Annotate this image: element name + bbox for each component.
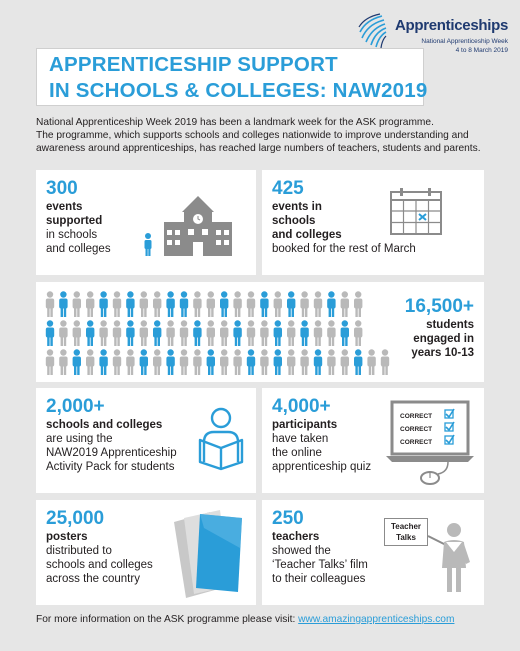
starburst-logo-icon: [358, 10, 388, 50]
student-figure: [300, 291, 308, 317]
student-figure: [99, 291, 107, 317]
stat-text: Activity Pack for students: [46, 461, 175, 473]
stat-text: booked for the rest of March: [272, 243, 416, 255]
calendar-icon: [388, 186, 444, 236]
student-figure: [207, 291, 215, 317]
stat-number: 300: [46, 178, 78, 199]
website-link[interactable]: www.amazingapprenticeships.com: [298, 614, 455, 625]
student-figure: [180, 291, 188, 317]
student-figure: [354, 349, 362, 375]
student-figure: [274, 291, 282, 317]
stat-label: schools and colleges: [46, 419, 163, 431]
student-figure: [207, 320, 215, 346]
student-figure: [287, 291, 295, 317]
student-figure: [99, 320, 107, 346]
student-figure: [126, 320, 134, 346]
student-figure: [287, 349, 295, 375]
student-figure: [46, 291, 54, 317]
student-figure: [193, 291, 201, 317]
student-figure: [46, 320, 54, 346]
student-figure: [354, 291, 362, 317]
quiz-check-label: CORRECT: [400, 439, 433, 446]
student-figure: [166, 320, 174, 346]
stat-number: 16,500+: [404, 296, 474, 317]
logo-subtitle: National Apprenticeship Week: [421, 38, 508, 45]
student-figure: [46, 349, 54, 375]
student-figure: [220, 291, 228, 317]
student-figure: [341, 320, 349, 346]
student-figure: [247, 320, 255, 346]
student-figure: [341, 349, 349, 375]
student-figure: [367, 349, 375, 375]
reading-person-icon: [196, 406, 246, 472]
student-figure: [126, 291, 134, 317]
student-figure: [73, 349, 81, 375]
stat-text: across the country: [46, 573, 140, 585]
student-figure: [99, 349, 107, 375]
intro-line-3: awareness around apprenticeships, has reached large numbers of teachers, students and parents.: [36, 143, 481, 154]
stat-card-teachers: [262, 500, 484, 605]
stat-number: 250: [272, 508, 304, 529]
student-figure: [354, 320, 362, 346]
posters-icon: [160, 508, 252, 600]
student-figure: [193, 320, 201, 346]
student-figure: [274, 349, 282, 375]
student-figure: [300, 320, 308, 346]
student-figure: [260, 320, 268, 346]
stat-card-schools: [36, 388, 256, 493]
student-figure: [260, 291, 268, 317]
student-figure: [140, 349, 148, 375]
teacher-icon: [384, 512, 480, 600]
intro-paragraph: [36, 116, 486, 155]
stat-text: ‘Teacher Talks’ film: [272, 559, 368, 571]
student-figure: [274, 320, 282, 346]
student-figure: [314, 291, 322, 317]
stat-text: apprenticeship quiz: [272, 461, 372, 473]
stat-label: years 10-13: [411, 347, 474, 359]
stat-label: posters: [46, 531, 88, 543]
stat-text: schools and colleges: [46, 559, 153, 571]
student-figure: [247, 349, 255, 375]
student-figure: [233, 349, 241, 375]
student-figure: [166, 349, 174, 375]
student-figure: [86, 349, 94, 375]
intro-line-1: National Apprenticeship Week 2019 has been a landmark week for the ASK programme.: [36, 117, 434, 128]
stat-text: showed the: [272, 545, 331, 557]
page-title: [36, 48, 428, 106]
school-building-icon: [138, 192, 250, 262]
student-figure: [113, 320, 121, 346]
student-figure: [260, 349, 268, 375]
intro-line-2: The programme, which supports schools and colleges nationwide to improve understanding and: [36, 130, 469, 141]
stat-number: 25,000: [46, 508, 105, 529]
student-figure: [59, 291, 67, 317]
student-figure: [207, 349, 215, 375]
stat-card-booked: [262, 170, 484, 275]
stat-text: the online: [272, 447, 322, 459]
footer: [36, 614, 454, 625]
student-figure: [73, 291, 81, 317]
student-figure: [233, 291, 241, 317]
stat-card-events: [36, 170, 256, 275]
student-figure: [327, 320, 335, 346]
student-figure: [180, 320, 188, 346]
sign-text: Talks: [396, 533, 416, 542]
stat-number: 2,000+: [46, 396, 105, 417]
student-figure: [166, 291, 174, 317]
stat-text: distributed to: [46, 545, 112, 557]
student-figure: [59, 349, 67, 375]
student-figure: [381, 349, 389, 375]
student-figure: [327, 349, 335, 375]
stat-text: have taken: [272, 433, 329, 445]
student-figure: [126, 349, 134, 375]
student-figure: [73, 320, 81, 346]
stat-text: in schools: [46, 229, 98, 241]
stat-text: to their colleagues: [272, 573, 366, 585]
stat-label: teachers: [272, 531, 320, 543]
quiz-check-label: CORRECT: [400, 426, 433, 433]
students-crowd-icon: [44, 290, 393, 384]
student-figure: [180, 349, 188, 375]
student-figure: [153, 291, 161, 317]
stat-text: NAW2019 Apprenticeship: [46, 447, 177, 459]
student-figure: [113, 291, 121, 317]
laptop-quiz-icon: [386, 398, 478, 488]
stat-card-posters: [36, 500, 256, 605]
stat-label: supported: [46, 215, 103, 227]
stat-card-students: [36, 282, 484, 382]
student-figure: [153, 320, 161, 346]
student-figure: [140, 291, 148, 317]
stat-text: are using the: [46, 433, 113, 445]
student-figure: [220, 320, 228, 346]
stat-label: events: [46, 201, 83, 213]
quiz-check-label: CORRECT: [400, 413, 433, 420]
student-figure: [193, 349, 201, 375]
student-figure: [327, 291, 335, 317]
student-figure: [153, 349, 161, 375]
stat-label: participants: [272, 419, 338, 431]
sign-text: Teacher: [390, 522, 422, 531]
stat-number: 4,000+: [272, 396, 331, 417]
stat-card-quiz: [262, 388, 484, 493]
student-figure: [86, 320, 94, 346]
footer-text: For more information on the ASK programme please visit:: [36, 614, 299, 625]
stat-label: engaged in: [413, 333, 474, 345]
student-figure: [314, 320, 322, 346]
student-figure: [314, 349, 322, 375]
stat-label: schools: [272, 215, 316, 227]
student-figure: [140, 320, 148, 346]
stat-label: events in: [272, 201, 322, 213]
student-figure: [341, 291, 349, 317]
student-figure: [113, 349, 121, 375]
logo-brand: Apprenticeships: [394, 17, 508, 34]
student-figure: [300, 349, 308, 375]
stat-text: and colleges: [46, 243, 111, 255]
student-figure: [287, 320, 295, 346]
stat-label: students: [426, 319, 474, 331]
logo-dates: 4 to 8 March 2019: [455, 47, 508, 54]
stat-number: 425: [272, 178, 304, 199]
student-figure: [247, 291, 255, 317]
title-line-2: IN SCHOOLS & COLLEGES: NAW2019: [49, 79, 428, 102]
stat-label: and colleges: [272, 229, 342, 241]
student-figure: [220, 349, 228, 375]
title-line-1: APPRENTICESHIP SUPPORT: [49, 53, 338, 76]
student-figure: [233, 320, 241, 346]
student-figure: [86, 291, 94, 317]
student-figure: [59, 320, 67, 346]
